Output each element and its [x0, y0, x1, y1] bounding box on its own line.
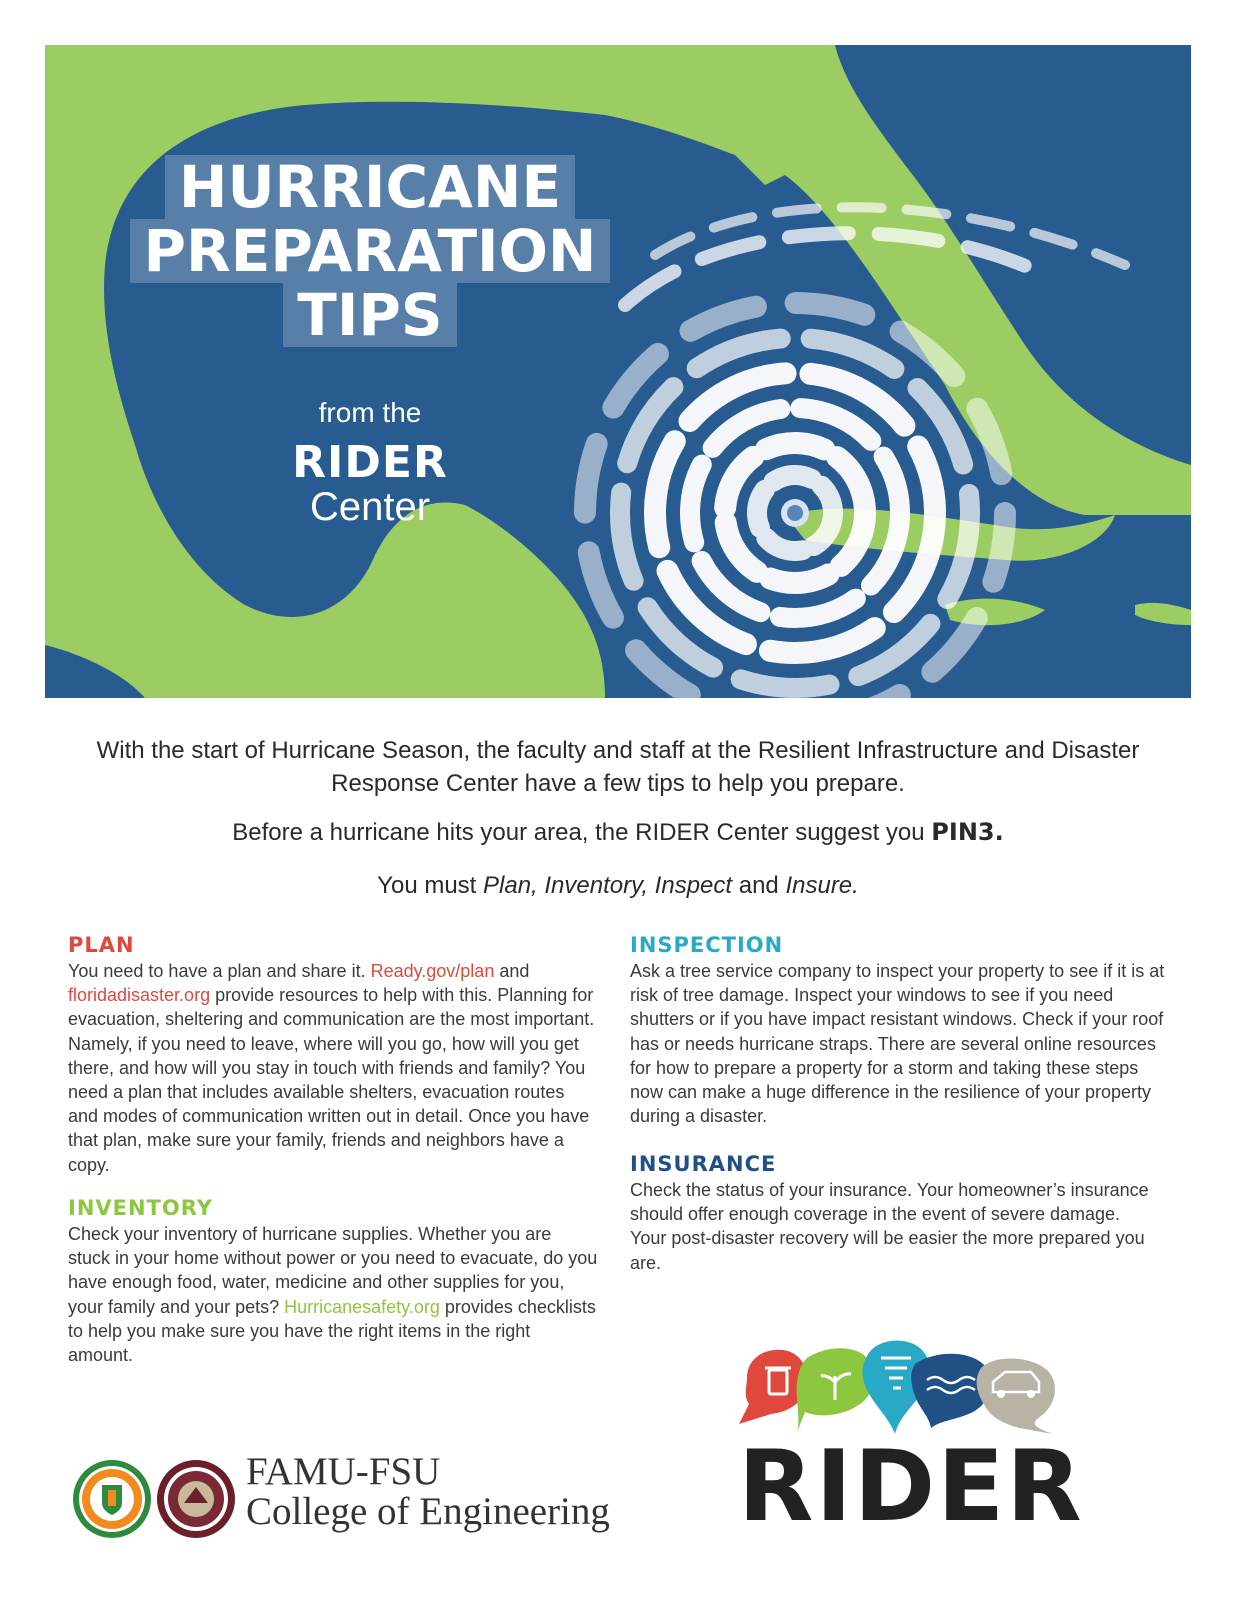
rider-wordmark: RIDER: [738, 1430, 1084, 1544]
ready-gov-link[interactable]: Ready.gov/plan: [370, 961, 495, 981]
center-title: Center: [309, 485, 431, 529]
hurricane-map-illustration: [45, 45, 1191, 698]
hero-banner: [45, 45, 1191, 698]
pin3-paragraph: [60, 818, 1176, 847]
college-name: [246, 1452, 610, 1532]
college-line-2: College of Engineering: [246, 1490, 610, 1533]
famu-seal-icon: [73, 1460, 151, 1538]
plan-word: Plan,: [483, 872, 538, 899]
inventory-heading: INVENTORY: [68, 1196, 213, 1220]
college-line-1: FAMU-FSU: [246, 1450, 441, 1493]
must-prefix: You must: [377, 872, 484, 899]
insurance-heading: INSURANCE: [630, 1152, 777, 1176]
title-line-1: HURRICANE: [165, 155, 575, 219]
pin3-emphasis: PIN3.: [931, 818, 1004, 846]
vehicle-icon: [977, 1358, 1055, 1434]
inspect-word: Inspect: [654, 872, 733, 899]
insurance-section: [630, 1152, 1160, 1275]
inventory-body: [68, 1222, 598, 1367]
title-line-3: TIPS: [283, 283, 456, 347]
inventory-text-1: Check your inventory of hurricane supplies. Whether you are stuck in your home without power or you need to evacuate, do you have enough food, water, medicine and other supplies for you, your family and your pets?: [68, 1224, 598, 1317]
rider-logo-icons: [735, 1338, 1075, 1438]
inventory-word: Inventory,: [544, 872, 648, 899]
inspection-body: Ask a tree service company to inspect your property to see if it is at risk of tree damage. Inspect your windows to see if you need shutters or if you have impact resistant windows. Check if your roof has or needs hurricane straps. There are several online resources for how to prepare a property for a storm and taking these steps now can make a huge difference in the resilience of your property during a disaster.: [630, 961, 1165, 1127]
insurance-body: Check the status of your insurance. Your homeowner’s insurance should offer enough coverage in the event of severe damage. Your post-disaster recovery will be easier the more prepared you are.: [630, 1180, 1149, 1273]
floridadisaster-link[interactable]: floridadisaster.org: [68, 985, 211, 1006]
and-word: and: [732, 872, 786, 899]
plan-heading: PLAN: [68, 933, 135, 957]
rider-title: RIDER: [292, 437, 448, 488]
title-block: [125, 153, 615, 529]
plan-text-1: You need to have a plan and share it.: [68, 961, 371, 981]
title-line-2: PREPARATION: [130, 219, 611, 283]
from-the-text: from the: [318, 397, 422, 428]
inventory-text-2: provides checklists to help you make sure you have the right items in the right amount.: [68, 1296, 596, 1366]
inventory-section: [68, 1196, 598, 1367]
inspection-heading: INSPECTION: [630, 933, 784, 957]
sprout-icon: [797, 1348, 874, 1432]
fsu-seal-icon: [157, 1460, 235, 1538]
plan-section: [68, 933, 598, 1177]
inspection-section: [630, 933, 1170, 1128]
insure-word: Insure.: [785, 872, 859, 899]
plan-text-2: and: [494, 961, 530, 981]
must-paragraph: [60, 872, 1176, 900]
plan-body: [68, 959, 598, 1177]
university-seals: [72, 1457, 238, 1543]
intro-paragraph: With the start of Hurricane Season, the faculty and staff at the Resilient Infrastructure and Disaster Response Center have a few tips to help you prepare.: [96, 737, 1140, 797]
pin3-prefix: Before a hurricane hits your area, the RIDER Center suggest you: [232, 819, 932, 846]
plan-text-3: provide resources to help with this. Planning for evacuation, sheltering and communication are the most important. Namely, if you need to leave, where will you go, how will you get there, and how will you stay in touch with friends and family? You need a plan that includes available shelters, evacuation routes and modes of communication written out in detail. Once you have that plan, make sure your family, friends and neighbors have a copy.: [68, 985, 595, 1175]
hurricanesafety-link[interactable]: Hurricanesafety.org: [284, 1296, 440, 1317]
